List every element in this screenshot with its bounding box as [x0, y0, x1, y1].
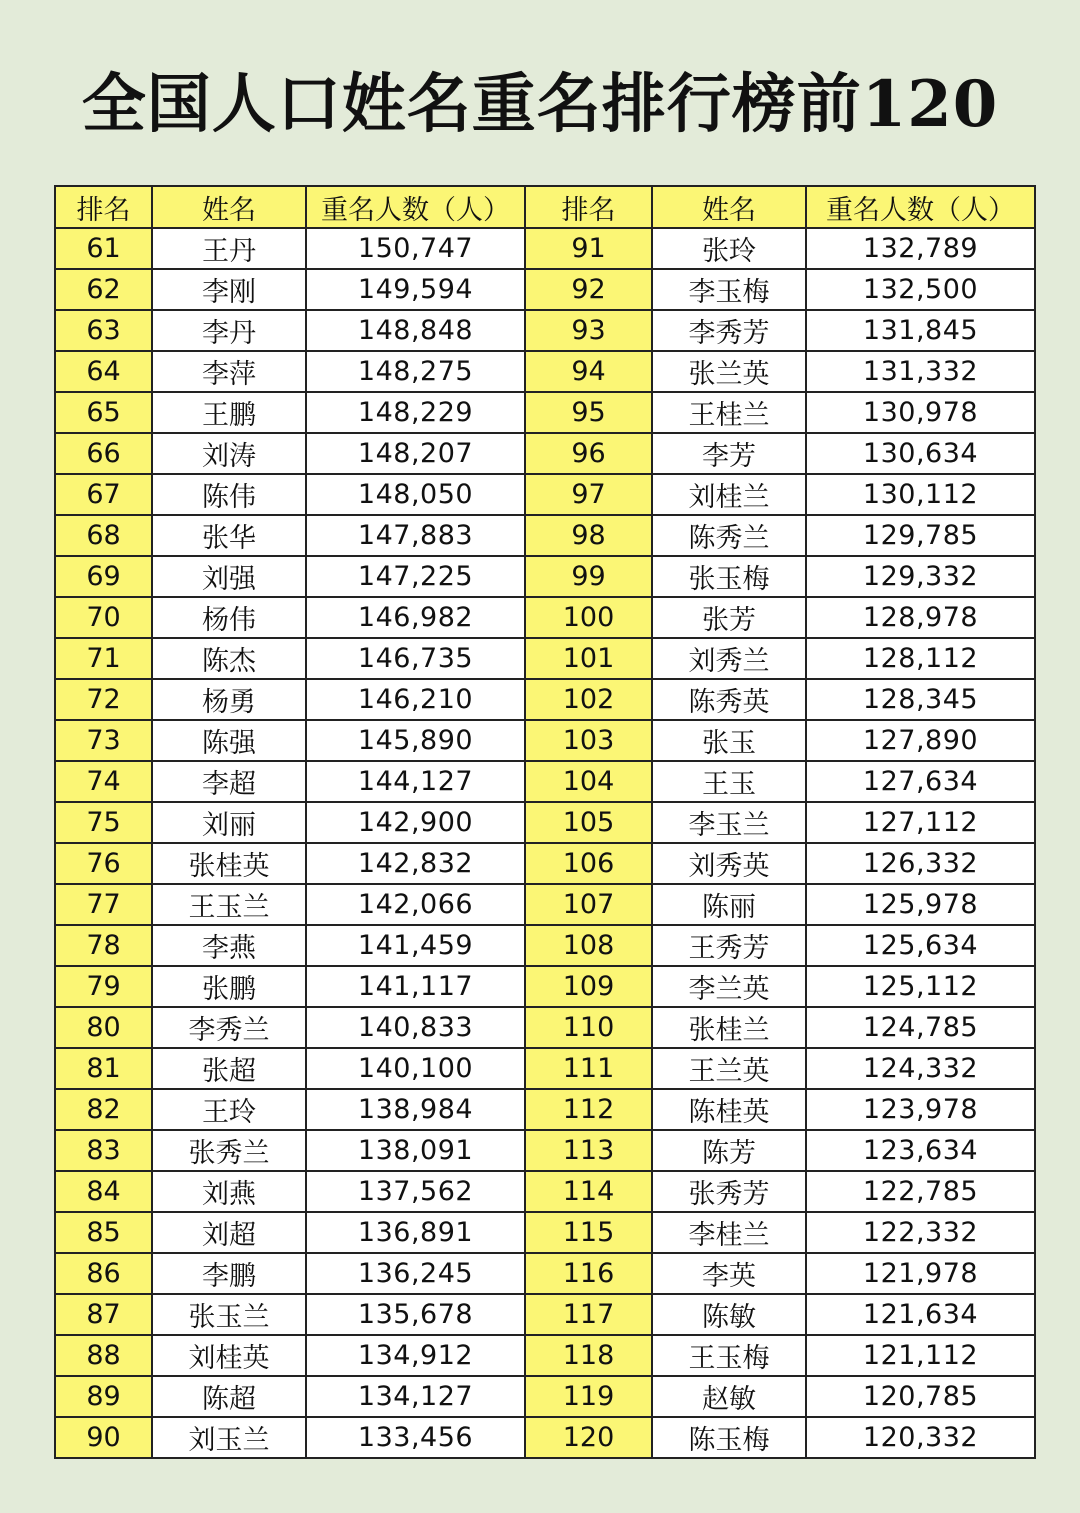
rank-left-cell: 79: [55, 966, 152, 1007]
name-right-cell: 王玉梅: [652, 1335, 806, 1376]
count-right-cell: 130,978: [806, 392, 1035, 433]
name-left-cell: 陈杰: [152, 638, 306, 679]
table-row: [55, 474, 1035, 515]
count-left-cell: 146,982: [306, 597, 525, 638]
rank-left-cell: 71: [55, 638, 152, 679]
name-right-cell: 张玲: [652, 228, 806, 269]
name-left-cell: 陈超: [152, 1376, 306, 1417]
count-right-cell: 129,332: [806, 556, 1035, 597]
count-right-cell: 120,785: [806, 1376, 1035, 1417]
rank-right-cell: 101: [525, 638, 652, 679]
name-right-cell: 张兰英: [652, 351, 806, 392]
rank-left-cell: 74: [55, 761, 152, 802]
name-ranking-table: [54, 185, 1036, 1459]
name-left-cell: 杨伟: [152, 597, 306, 638]
table-row: [55, 351, 1035, 392]
count-left-cell: 138,091: [306, 1130, 525, 1171]
rank-right-cell: 92: [525, 269, 652, 310]
count-left-cell: 137,562: [306, 1171, 525, 1212]
count-left-cell: 142,832: [306, 843, 525, 884]
count-right-cell: 127,634: [806, 761, 1035, 802]
rank-right-cell: 95: [525, 392, 652, 433]
count-left-cell: 148,229: [306, 392, 525, 433]
name-right-cell: 王玉: [652, 761, 806, 802]
table-row: [55, 761, 1035, 802]
count-right-cell: 122,332: [806, 1212, 1035, 1253]
name-right-cell: 王兰英: [652, 1048, 806, 1089]
name-right-cell: 陈秀英: [652, 679, 806, 720]
name-right-cell: 赵敏: [652, 1376, 806, 1417]
rank-right-cell: 109: [525, 966, 652, 1007]
table-row: [55, 1212, 1035, 1253]
table-row: [55, 1417, 1035, 1458]
count-right-cell: 132,789: [806, 228, 1035, 269]
rank-left-cell: 90: [55, 1417, 152, 1458]
name-right-cell: 张桂兰: [652, 1007, 806, 1048]
name-left-cell: 刘玉兰: [152, 1417, 306, 1458]
rank-right-cell: 118: [525, 1335, 652, 1376]
table-row: [55, 1335, 1035, 1376]
rank-left-cell: 76: [55, 843, 152, 884]
header-rank-right: 排名: [525, 186, 652, 228]
name-left-cell: 王丹: [152, 228, 306, 269]
name-right-cell: 李芳: [652, 433, 806, 474]
rank-right-cell: 108: [525, 925, 652, 966]
count-right-cell: 127,890: [806, 720, 1035, 761]
table-row: [55, 1048, 1035, 1089]
rank-right-cell: 103: [525, 720, 652, 761]
name-right-cell: 陈秀兰: [652, 515, 806, 556]
header-rank-left: 排名: [55, 186, 152, 228]
name-left-cell: 张华: [152, 515, 306, 556]
count-right-cell: 132,500: [806, 269, 1035, 310]
table-row: [55, 1007, 1035, 1048]
count-left-cell: 142,900: [306, 802, 525, 843]
name-right-cell: 陈敏: [652, 1294, 806, 1335]
table-row: [55, 884, 1035, 925]
count-left-cell: 144,127: [306, 761, 525, 802]
count-left-cell: 140,100: [306, 1048, 525, 1089]
name-left-cell: 刘强: [152, 556, 306, 597]
count-left-cell: 149,594: [306, 269, 525, 310]
name-right-cell: 刘桂兰: [652, 474, 806, 515]
count-left-cell: 148,050: [306, 474, 525, 515]
name-left-cell: 李超: [152, 761, 306, 802]
name-right-cell: 张玉: [652, 720, 806, 761]
rank-right-cell: 97: [525, 474, 652, 515]
rank-right-cell: 99: [525, 556, 652, 597]
rank-left-cell: 64: [55, 351, 152, 392]
count-right-cell: 120,332: [806, 1417, 1035, 1458]
table-row: [55, 1130, 1035, 1171]
rank-left-cell: 78: [55, 925, 152, 966]
header-name-left: 姓名: [152, 186, 306, 228]
rank-right-cell: 104: [525, 761, 652, 802]
rank-right-cell: 98: [525, 515, 652, 556]
count-right-cell: 127,112: [806, 802, 1035, 843]
count-right-cell: 124,785: [806, 1007, 1035, 1048]
count-left-cell: 148,207: [306, 433, 525, 474]
name-right-cell: 李玉兰: [652, 802, 806, 843]
name-right-cell: 张玉梅: [652, 556, 806, 597]
count-left-cell: 136,245: [306, 1253, 525, 1294]
count-left-cell: 146,735: [306, 638, 525, 679]
table-row: [55, 228, 1035, 269]
rank-left-cell: 72: [55, 679, 152, 720]
table-row: [55, 966, 1035, 1007]
rank-left-cell: 75: [55, 802, 152, 843]
table-header-row: [55, 186, 1035, 228]
name-left-cell: 刘涛: [152, 433, 306, 474]
count-left-cell: 147,883: [306, 515, 525, 556]
count-right-cell: 130,112: [806, 474, 1035, 515]
table-row: [55, 433, 1035, 474]
count-right-cell: 129,785: [806, 515, 1035, 556]
name-left-cell: 王鹏: [152, 392, 306, 433]
name-left-cell: 杨勇: [152, 679, 306, 720]
header-name-right: 姓名: [652, 186, 806, 228]
count-right-cell: 122,785: [806, 1171, 1035, 1212]
name-right-cell: 王秀芳: [652, 925, 806, 966]
name-right-cell: 张秀芳: [652, 1171, 806, 1212]
count-left-cell: 134,127: [306, 1376, 525, 1417]
count-right-cell: 128,345: [806, 679, 1035, 720]
table-row: [55, 1294, 1035, 1335]
count-right-cell: 123,978: [806, 1089, 1035, 1130]
rank-right-cell: 105: [525, 802, 652, 843]
name-left-cell: 王玲: [152, 1089, 306, 1130]
count-right-cell: 126,332: [806, 843, 1035, 884]
name-left-cell: 刘燕: [152, 1171, 306, 1212]
rank-right-cell: 113: [525, 1130, 652, 1171]
table-row: [55, 310, 1035, 351]
table-row: [55, 802, 1035, 843]
table-row: [55, 1171, 1035, 1212]
count-left-cell: 145,890: [306, 720, 525, 761]
rank-right-cell: 112: [525, 1089, 652, 1130]
rank-left-cell: 89: [55, 1376, 152, 1417]
rank-right-cell: 107: [525, 884, 652, 925]
name-left-cell: 刘桂英: [152, 1335, 306, 1376]
rank-left-cell: 61: [55, 228, 152, 269]
table-row: [55, 720, 1035, 761]
name-right-cell: 陈芳: [652, 1130, 806, 1171]
count-right-cell: 124,332: [806, 1048, 1035, 1089]
rank-left-cell: 65: [55, 392, 152, 433]
rank-right-cell: 102: [525, 679, 652, 720]
name-left-cell: 李秀兰: [152, 1007, 306, 1048]
name-left-cell: 王玉兰: [152, 884, 306, 925]
rank-right-cell: 115: [525, 1212, 652, 1253]
rank-right-cell: 91: [525, 228, 652, 269]
rank-left-cell: 70: [55, 597, 152, 638]
name-left-cell: 陈伟: [152, 474, 306, 515]
name-left-cell: 李萍: [152, 351, 306, 392]
rank-right-cell: 116: [525, 1253, 652, 1294]
rank-right-cell: 93: [525, 310, 652, 351]
rank-right-cell: 110: [525, 1007, 652, 1048]
name-right-cell: 陈丽: [652, 884, 806, 925]
name-left-cell: 张玉兰: [152, 1294, 306, 1335]
rank-left-cell: 85: [55, 1212, 152, 1253]
table-row: [55, 269, 1035, 310]
rank-left-cell: 73: [55, 720, 152, 761]
table-row: [55, 1376, 1035, 1417]
table-row: [55, 925, 1035, 966]
name-right-cell: 李秀芳: [652, 310, 806, 351]
name-right-cell: 王桂兰: [652, 392, 806, 433]
name-left-cell: 刘超: [152, 1212, 306, 1253]
rank-left-cell: 77: [55, 884, 152, 925]
name-left-cell: 李燕: [152, 925, 306, 966]
name-right-cell: 陈桂英: [652, 1089, 806, 1130]
name-right-cell: 李桂兰: [652, 1212, 806, 1253]
name-right-cell: 刘秀英: [652, 843, 806, 884]
table-row: [55, 556, 1035, 597]
count-right-cell: 123,634: [806, 1130, 1035, 1171]
count-right-cell: 131,845: [806, 310, 1035, 351]
rank-left-cell: 84: [55, 1171, 152, 1212]
name-left-cell: 张超: [152, 1048, 306, 1089]
count-left-cell: 138,984: [306, 1089, 525, 1130]
table-row: [55, 597, 1035, 638]
table-row: [55, 638, 1035, 679]
table-row: [55, 1253, 1035, 1294]
count-right-cell: 128,112: [806, 638, 1035, 679]
count-right-cell: 121,634: [806, 1294, 1035, 1335]
name-right-cell: 陈玉梅: [652, 1417, 806, 1458]
name-right-cell: 李兰英: [652, 966, 806, 1007]
count-left-cell: 135,678: [306, 1294, 525, 1335]
count-left-cell: 146,210: [306, 679, 525, 720]
name-left-cell: 刘丽: [152, 802, 306, 843]
name-left-cell: 张秀兰: [152, 1130, 306, 1171]
rank-right-cell: 119: [525, 1376, 652, 1417]
rank-left-cell: 81: [55, 1048, 152, 1089]
count-left-cell: 148,848: [306, 310, 525, 351]
rank-right-cell: 106: [525, 843, 652, 884]
name-left-cell: 李刚: [152, 269, 306, 310]
name-right-cell: 李英: [652, 1253, 806, 1294]
rank-left-cell: 86: [55, 1253, 152, 1294]
rank-left-cell: 87: [55, 1294, 152, 1335]
name-left-cell: 张桂英: [152, 843, 306, 884]
rank-left-cell: 83: [55, 1130, 152, 1171]
count-right-cell: 130,634: [806, 433, 1035, 474]
count-right-cell: 121,112: [806, 1335, 1035, 1376]
count-left-cell: 148,275: [306, 351, 525, 392]
name-right-cell: 刘秀兰: [652, 638, 806, 679]
count-left-cell: 134,912: [306, 1335, 525, 1376]
name-left-cell: 李丹: [152, 310, 306, 351]
rank-right-cell: 96: [525, 433, 652, 474]
rank-right-cell: 114: [525, 1171, 652, 1212]
header-count-right: 重名人数（人）: [806, 186, 1035, 228]
count-left-cell: 150,747: [306, 228, 525, 269]
rank-right-cell: 111: [525, 1048, 652, 1089]
name-left-cell: 张鹏: [152, 966, 306, 1007]
header-count-left: 重名人数（人）: [306, 186, 525, 228]
count-left-cell: 136,891: [306, 1212, 525, 1253]
count-left-cell: 141,459: [306, 925, 525, 966]
rank-left-cell: 62: [55, 269, 152, 310]
count-right-cell: 125,978: [806, 884, 1035, 925]
rank-left-cell: 63: [55, 310, 152, 351]
rank-left-cell: 88: [55, 1335, 152, 1376]
count-left-cell: 142,066: [306, 884, 525, 925]
name-right-cell: 李玉梅: [652, 269, 806, 310]
name-left-cell: 李鹏: [152, 1253, 306, 1294]
rank-left-cell: 68: [55, 515, 152, 556]
count-right-cell: 125,634: [806, 925, 1035, 966]
table-row: [55, 1089, 1035, 1130]
count-right-cell: 128,978: [806, 597, 1035, 638]
rank-left-cell: 66: [55, 433, 152, 474]
name-left-cell: 陈强: [152, 720, 306, 761]
count-right-cell: 125,112: [806, 966, 1035, 1007]
rank-left-cell: 82: [55, 1089, 152, 1130]
count-left-cell: 147,225: [306, 556, 525, 597]
count-left-cell: 133,456: [306, 1417, 525, 1458]
count-left-cell: 140,833: [306, 1007, 525, 1048]
table-row: [55, 515, 1035, 556]
rank-left-cell: 69: [55, 556, 152, 597]
table-row: [55, 392, 1035, 433]
rank-left-cell: 67: [55, 474, 152, 515]
count-left-cell: 141,117: [306, 966, 525, 1007]
rank-right-cell: 100: [525, 597, 652, 638]
page-title: 全国人口姓名重名排行榜前120: [81, 67, 999, 142]
table-row: [55, 679, 1035, 720]
count-right-cell: 131,332: [806, 351, 1035, 392]
name-right-cell: 张芳: [652, 597, 806, 638]
table-row: [55, 843, 1035, 884]
rank-right-cell: 117: [525, 1294, 652, 1335]
count-right-cell: 121,978: [806, 1253, 1035, 1294]
rank-left-cell: 80: [55, 1007, 152, 1048]
rank-right-cell: 120: [525, 1417, 652, 1458]
rank-right-cell: 94: [525, 351, 652, 392]
